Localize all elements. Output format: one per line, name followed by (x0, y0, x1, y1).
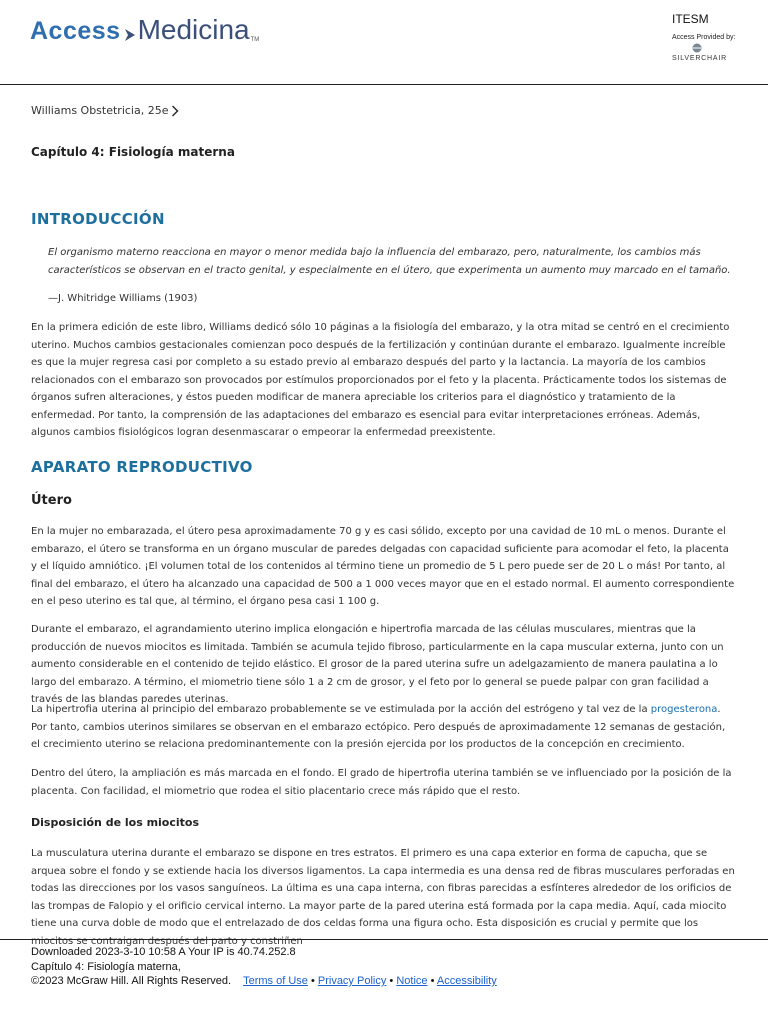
epigraph-attribution: —J. Whitridge Williams (1903) (48, 293, 198, 304)
chevron-right-icon (171, 105, 179, 117)
footer-chapter: Capítulo 4: Fisiología materna, (31, 961, 181, 973)
utero-paragraph-3 (31, 701, 737, 754)
logo-access-text: Access (30, 17, 121, 45)
utero-paragraph-2: Durante el embarazo, el agrandamiento uterino implica elongación e hipertrofia marcada de las células musculares, mientras que la producción de nuevos miocitos es limitada. También se acumula tejido fibroso, particularmente en la capa muscular externa, junto con un aumento considerable en el contenido de tejido elástico. El grosor de la pared uterina sufre un adelgazamiento de manera paulatina a lo largo del embarazo. A término, el miometrio tiene sólo 1 a 2 cm de grosor, y el feto por lo general se puede palpar con gran facilidad a través de las blandas paredes uterinas. (31, 624, 724, 705)
p3-text-before: La hipertrofia uterina al principio del embarazo probablemente se ve estimulada por la acción del estrógeno y tal vez de la (31, 704, 651, 715)
page-header (0, 0, 768, 85)
footer-separator: • (389, 975, 394, 987)
footer-separator: • (310, 975, 315, 987)
silverchair-mark-icon (691, 43, 703, 53)
miocitos-paragraph: La musculatura uterina durante el embarazo se dispone en tres estratos. El primero es una capa exterior en forma de capucha, que se arquea sobre el fondo y se extiende hacia los diversos ligamentos. La capa intermedia es una densa red de fibras musculares perforadas en todas las direcciones por los vasos sanguíneos. La última es una capa interna, con fibras parecidas a esfínteres alrededor de los orificios de las trompas de Falopio y el orificio cervical interno. La mayor parte de la pared uterina está formada por la capa media. Aquí, cada miocito tiene una curva doble de modo que el entrelazado de dos celdas forma una figura ocho. Esta disposición es crucial y permite que los miocitos se contraigan después del parto y constriñen (31, 848, 735, 947)
utero-paragraph-1: En la mujer no embarazada, el útero pesa aproximadamente 70 g y es casi sólido, excepto por una cavidad de 10 mL o menos. Durante el embarazo, el útero se transforma en un órgano muscular de paredes delgadas con capacidad suficiente para acomodar el feto, la placenta y el líquido amniótico. ¡El volumen total de los contenidos al término tiene un promedio de 5 L pero puede ser de 20 L o más! Por tanto, al final del embarazo, el útero ha alcanzado una capacidad de 500 a 1 000 veces mayor que en el estado normal. El aumento correspondiente en el peso uterino es tal que, al término, el órgano pesa casi 1 100 g. (31, 526, 735, 607)
breadcrumb-book[interactable]: Williams Obstetricia, 25e (31, 104, 169, 117)
download-info: Downloaded 2023-3-10 10:58 A Your IP is 40.74.252.8 (31, 946, 296, 958)
logo-medicina-text: Medicina (137, 14, 250, 45)
section-heading-introduccion: INTRODUCCIÓN (31, 210, 165, 228)
privacy-policy-link[interactable]: Privacy Policy (317, 975, 387, 987)
institution-name: ITESM (672, 12, 709, 26)
page-footer (0, 939, 768, 987)
access-medicina-logo[interactable] (30, 14, 259, 46)
p3-text-after: . Por tanto, cambios uterinos similares se observan en el embarazo ectópico. Pero después de aproximadamente 12 semanas de gestación, el crecimiento uterino se relaciona predominantemente con la presión ejercida por los productos de la concepción en crecimiento. (31, 704, 726, 750)
notice-link[interactable]: Notice (396, 975, 428, 987)
progesterona-link[interactable]: progesterona (650, 704, 718, 715)
subheading-utero: Útero (31, 493, 72, 508)
access-provided-label: Access Provided by: (672, 34, 736, 41)
intro-paragraph: En la primera edición de este libro, Williams dedicó sólo 10 páginas a la fisiología del embarazo, y la otra mitad se centró en el crecimiento uterino. Muchos cambios gestacionales comienzan poco después de la fertilización y continúan durante el embarazo. Igualmente increíble es que la mujer regresa casi por completo a su estado previo al embarazo después del parto y la lactancia. La mayoría de los cambios relacionados con el embarazo son provocados por estímulos proporcionados por el feto y la placenta. Prácticamente todos los sistemas de órganos sufren alteraciones, y éstos pueden modificar de manera apreciable los criterios para el diagnóstico y tratamiento de la enfermedad. Por tanto, la comprensión de las adaptaciones del embarazo es esencial para evitar interpretaciones erróneas. Además, algunos cambios fisiológicos logran desenmascarar o empeorar la enfermedad preexistente. (31, 322, 730, 438)
logo-trademark: TM (250, 37, 260, 43)
logo-arrow-icon (124, 28, 136, 42)
accessibility-link[interactable]: Accessibility (436, 975, 497, 987)
footer-separator: • (430, 975, 435, 987)
terms-of-use-link[interactable]: Terms of Use (243, 975, 308, 987)
provider-name: SILVERCHAIR (672, 55, 727, 62)
utero-paragraph-4: Dentro del útero, la ampliación es más marcada en el fondo. El grado de hipertrofia uterina también se ve influenciado por la posición de la placenta. Con facilidad, el miometrio que rodea el sitio placentario crece más rápido que el resto. (31, 768, 732, 797)
epigraph-quote: El organismo materno reacciona en mayor o menor medida bajo la influencia del embarazo, pero, naturalmente, los cambios más característicos se observan en el tracto genital, y especialmente en el útero, que experimenta un aumento muy marcado en el tamaño. (48, 247, 731, 276)
copyright-text: ©2023 McGraw Hill. All Rights Reserved. (31, 975, 232, 987)
footer-copyright-row (31, 975, 497, 987)
subheading-disposicion-miocitos: Disposición de los miocitos (31, 816, 200, 829)
breadcrumb[interactable] (31, 104, 179, 117)
section-heading-aparato-reproductivo: APARATO REPRODUCTIVO (31, 458, 253, 476)
chapter-title: Capítulo 4: Fisiología materna (31, 145, 235, 159)
